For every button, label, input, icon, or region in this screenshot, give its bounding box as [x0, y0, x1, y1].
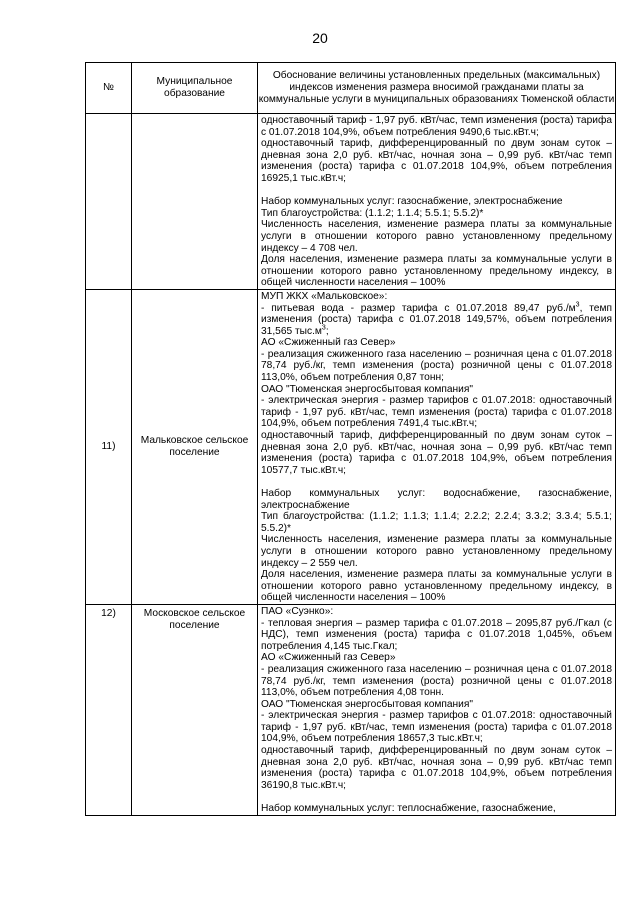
municipality-name: Мальковское сельское поселение — [132, 289, 258, 604]
tariff-table — [85, 62, 616, 816]
row-number: 11) — [86, 289, 132, 604]
text-line: Численность населения, изменение размера платы за коммунальные услуги в отношении которого равно установленному предельному индексу – 2 559 чел. — [261, 534, 612, 569]
text-line: - реализация сжиженного газа населению – розничная цена с 01.07.2018 78,74 руб./кг, темп изменения (роста) розничной цены с 01.07.2018 113,0%, объем потребления 0,87 тонн; — [261, 348, 612, 384]
row-number: 12) — [86, 604, 132, 815]
table-header-row — [86, 63, 616, 114]
text-line: - электрическая энергия - размер тарифов с 01.07.2018: одноставочный тариф - 1,97 руб. кВт/час, темп изменения (роста) тарифа с 01.07.2018 104,9%, объем потребления 7491,4 тыс.кВт.ч; — [261, 395, 612, 430]
continuation-number-cell — [86, 114, 132, 290]
text-line: Набор коммунальных услуг: теплоснабжение, газоснабжение, — [261, 803, 556, 815]
text-line: МУП ЖКХ «Мальковское»: — [261, 290, 388, 302]
semicolon: ; — [325, 325, 329, 337]
municipality-name: Московское сельское поселение — [132, 604, 258, 815]
table-row-malkovskoe — [86, 289, 616, 604]
header-municipality: Муниципальное образование — [132, 63, 258, 114]
text-line: - электрическая энергия - размер тарифов с 01.07.2018: одноставочный тариф - 1,97 руб. кВт/час, темп изменения (роста) тарифа с 01.07.2018 104,9%, объем потребления 18657,3 тыс.кВт.ч; — [261, 710, 612, 745]
text-line: Тип благоустройства: (1.1.2; 1.1.3; 1.1.4; 2.2.2; 2.2.4; 3.3.2; 3.3.4; 5.5.1; 5.5.2)* — [261, 511, 612, 534]
text-line: Численность населения, изменение размера платы за коммунальные услуги в отношении которого равно установленному предельному индексу – 4 708 чел. — [261, 219, 612, 254]
table-row-continuation — [86, 114, 616, 290]
table-row-moskovskoe — [86, 604, 616, 815]
text-line: Набор коммунальных услуг: водоснабжение, газоснабжение, электроснабжение — [261, 488, 612, 511]
blank-line — [261, 791, 612, 803]
header-justification: Обоснование величины установленных предельных (максимальных) индексов изменения размера вносимой гражданами платы за коммунальные услуги в муниципальных образованиях Тюменской области — [258, 63, 616, 114]
text-line: Набор коммунальных услуг: газоснабжение, электроснабжение — [261, 196, 563, 208]
unit-superscript: 3 — [321, 324, 326, 332]
header-number: № — [86, 63, 132, 114]
water-tariff-rest: , темп изменения (роста) тарифа с 01.07.2018 149,57%, объем потребления 31,565 тыс.м — [261, 302, 612, 337]
text-line: Доля населения, изменение размера платы за коммунальные услуги в отношении которого равно установленному предельному индексу, в общей численности населения – 100% — [261, 254, 612, 289]
continuation-description — [258, 114, 616, 290]
text-line: Доля населения, изменение размера платы за коммунальные услуги в отношении которого равно установленному предельному индексу, в общей численности населения – 100% — [261, 569, 612, 604]
blank-line — [261, 476, 612, 488]
text-line: - реализация сжиженного газа населению – розничная цена с 01.07.2018 78,74 руб./кг, темп изменения (роста) розничной цены с 01.07.2018 113,0%, объем потребления 4,08 тонн. — [261, 663, 612, 699]
text-line: ПАО «Суэнко»: — [261, 605, 334, 617]
text-line: одноставочный тариф, дифференцированный по двум зонам суток – дневная зона 2,0 руб. кВт/час, ночная зона – 0,99 руб. кВт/час темп изменения (роста) тарифа с 01.07.2018 104,9%, объем потребления 36190,8 тыс.кВт.ч; — [261, 745, 612, 791]
continuation-municipality-cell — [132, 114, 258, 290]
unit-superscript: 3 — [575, 301, 580, 309]
row-description — [258, 289, 616, 604]
text-line: одноставочный тариф - 1,97 руб. кВт/час, темп изменения (роста) тарифа с 01.07.2018 104,9%, объем потребления 9490,6 тыс.кВт.ч; — [261, 115, 612, 138]
text-line: Тип благоустройства: (1.1.2; 1.1.4; 5.5.1; 5.5.2)* — [261, 207, 484, 219]
text-line: АО «Сжиженный газ Север» — [261, 652, 396, 664]
water-tariff-text: - питьевая вода - размер тарифа с 01.07.2018 89,47 руб./м — [261, 302, 576, 314]
page-number: 20 — [312, 30, 328, 46]
text-line: - тепловая энергия – размер тарифа с 01.07.2018 – 2095,87 руб./Гкал (с НДС), темп изменения (роста) тарифа с 01.07.2018 1,045%, объем потребления 4,145 тыс.Гкал; — [261, 617, 612, 652]
water-line — [261, 303, 612, 338]
text-line: АО «Сжиженный газ Север» — [261, 337, 396, 349]
text-line: ОАО "Тюменская энергосбытовая компания" — [261, 383, 473, 395]
row-description — [258, 604, 616, 815]
text-line: одноставочный тариф, дифференцированный по двум зонам суток – дневная зона 2,0 руб. кВт/час, ночная зона – 0,99 руб. кВт/час темп изменения (роста) тарифа с 01.07.2018 104,9%, объем потребления 16925,1 тыс.кВт.ч; — [261, 138, 612, 184]
text-line: ОАО "Тюменская энергосбытовая компания" — [261, 698, 473, 710]
text-line: одноставочный тариф, дифференцированный по двум зонам суток – дневная зона 2,0 руб. кВт/час, ночная зона – 0,99 руб. кВт/час темп изменения (роста) тарифа с 01.07.2018 104,9%, объем потребления 10577,7 тыс.кВт.ч; — [261, 430, 612, 476]
blank-line — [261, 185, 612, 197]
